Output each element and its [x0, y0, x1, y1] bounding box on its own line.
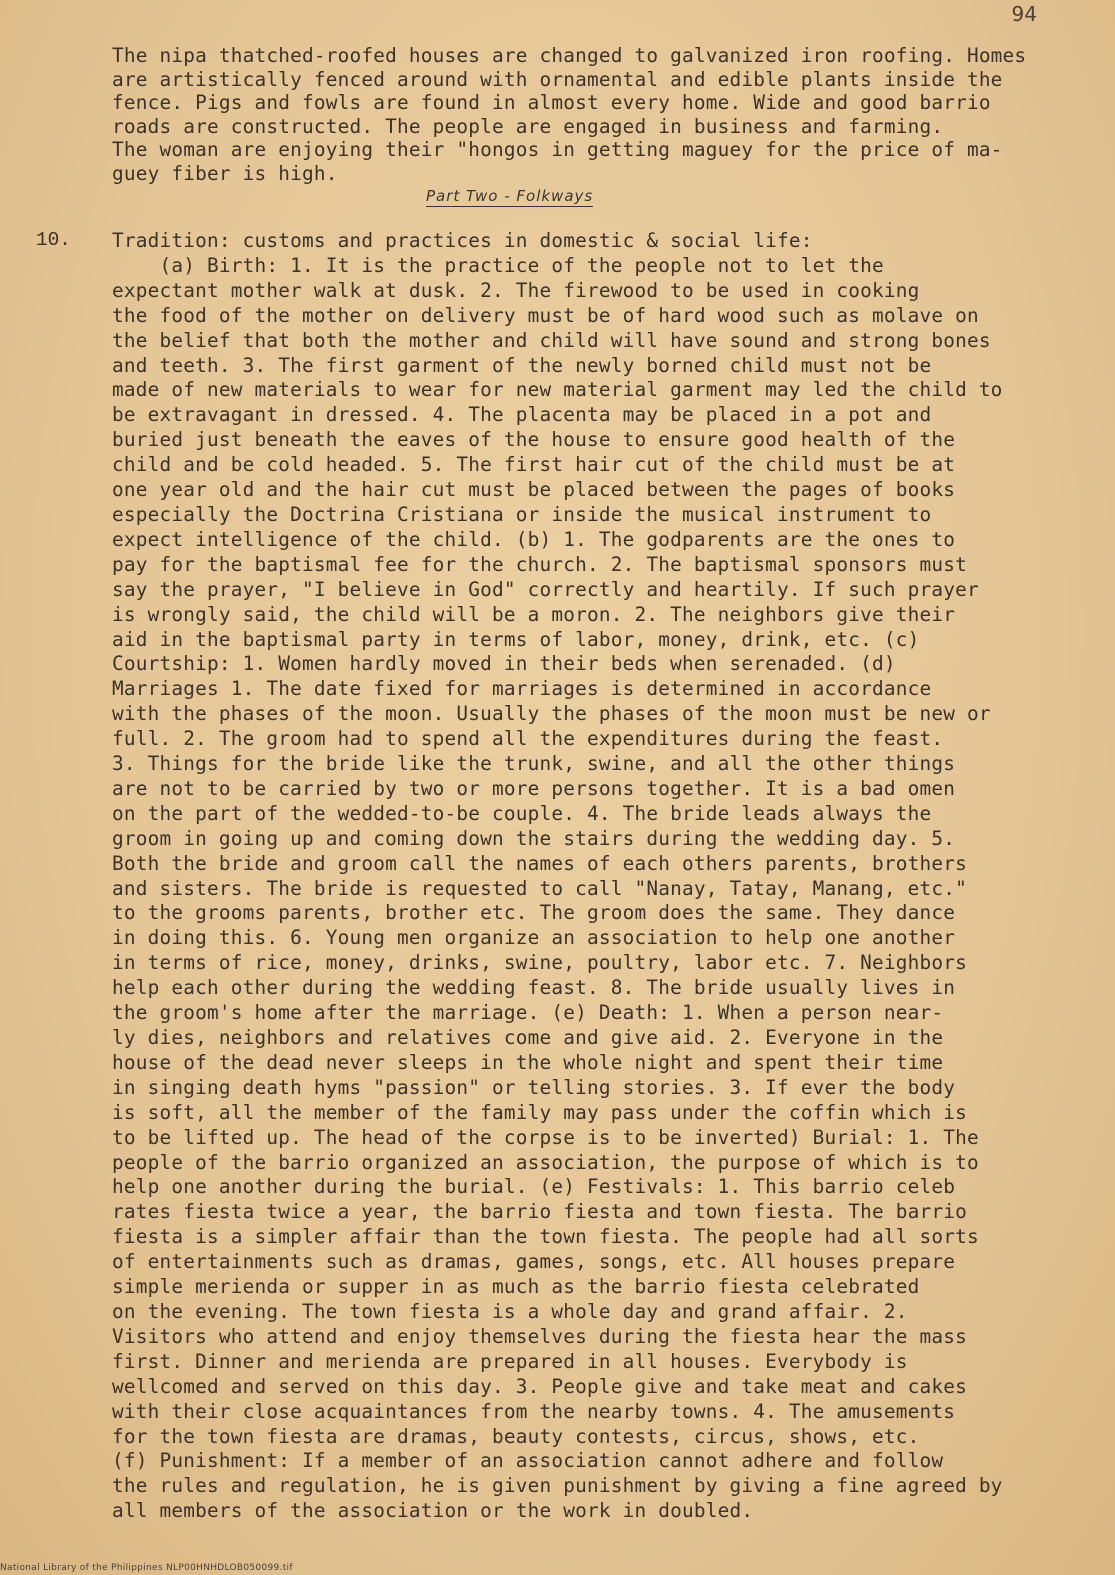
- page-number: 94: [1011, 2, 1037, 26]
- text-line: The nipa thatched-roofed houses are changed to galvanized iron roofing. Homes: [112, 44, 1027, 67]
- text-line: people of the barrio organized an association, the purpose of which is to: [112, 1150, 979, 1174]
- text-line: child and be cold headed. 5. The first hair cut of the child must be at: [112, 453, 956, 477]
- text-line: simple merienda or supper in as much as the barrio fiesta celebrated: [112, 1275, 920, 1299]
- text-line: fence. Pigs and fowls are found in almost every home. Wide and good barrio: [112, 91, 991, 114]
- text-line: Visitors who attend and enjoy themselves during the fiesta hear the mass: [112, 1324, 967, 1348]
- text-line: are not to be carried by two or more persons together. It is a bad omen: [112, 776, 956, 800]
- text-line: Tradition: customs and practices in domestic & social life:: [112, 229, 813, 252]
- text-line: expect intelligence of the child. (b) 1. The godparents are the ones to: [112, 527, 956, 551]
- text-line: buried just beneath the eaves of the house to ensure good health of the: [112, 428, 956, 452]
- text-line: pay for the baptismal fee for the church. 2. The baptismal sponsors must: [112, 552, 967, 576]
- tradition-section: [112, 229, 1072, 1524]
- text-line: one year old and the hair cut must be placed between the pages of books: [112, 478, 956, 502]
- text-line: the groom's home after the marriage. (e) Death: 1. When a person near-: [112, 1001, 944, 1025]
- text-line: expectant mother walk at dusk. 2. The firewood to be used in cooking: [112, 278, 920, 302]
- text-line: full. 2. The groom had to spend all the expenditures during the feast.: [112, 727, 944, 751]
- text-line: on the part of the wedded-to-be couple. 4. The bride leads always the: [112, 801, 932, 825]
- text-line: guey fiber is high.: [112, 161, 338, 185]
- text-line: on the evening. The town fiesta is a whole day and grand affair. 2.: [112, 1299, 908, 1323]
- text-line: house of the dead never sleeps in the whole night and spent their time: [112, 1050, 944, 1074]
- text-line: in singing death hyms "passion" or telling stories. 3. If ever the body: [112, 1075, 956, 1099]
- intro-paragraph: [112, 44, 1072, 185]
- section-number: 10.: [36, 229, 71, 251]
- text-line: especially the Doctrina Cristiana or inside the musical instrument to: [112, 502, 932, 526]
- text-line: roads are constructed. The people are engaged in business and farming.: [112, 114, 944, 138]
- text-line: with the phases of the moon. Usually the phases of the moon must be new or: [112, 702, 991, 726]
- text-line: Both the bride and groom call the names of each others parents, brothers: [112, 851, 967, 875]
- text-line: and sisters. The bride is requested to call "Nanay, Tatay, Manang, etc.": [112, 876, 967, 900]
- text-line: with their close acquaintances from the nearby towns. 4. The amusements: [112, 1399, 956, 1423]
- text-line: help one another during the burial. (e) Festivals: 1. This barrio celeb: [112, 1175, 956, 1199]
- text-line: to be lifted up. The head of the corpse is to be inverted) Burial: 1. The: [112, 1125, 979, 1149]
- text-line: the rules and regulation, he is given punishment by giving a fine agreed by: [112, 1474, 1003, 1498]
- text-line: 3. Things for the bride like the trunk, swine, and all the other things: [112, 752, 956, 776]
- text-line: the food of the mother on delivery must be of hard wood such as molave on: [112, 303, 979, 327]
- text-line: all members of the association or the work in doubled.: [112, 1499, 754, 1523]
- text-line: (f) Punishment: If a member of an association cannot adhere and follow: [112, 1449, 944, 1473]
- text-line: Marriages 1. The date fixed for marriages is determined in accordance: [112, 677, 932, 701]
- text-line: Courtship: 1. Women hardly moved in their beds when serenaded. (d): [112, 652, 896, 676]
- part-heading: Part Two - Folkways: [426, 187, 594, 205]
- text-line: for the town fiesta are dramas, beauty contests, circus, shows, etc.: [112, 1424, 920, 1448]
- text-line: wellcomed and served on this day. 3. People give and take meat and cakes: [112, 1374, 967, 1398]
- text-line: is wrongly said, the child will be a moron. 2. The neighbors give their: [112, 602, 956, 626]
- text-line: made of new materials to wear for new material garment may led the child to: [112, 378, 1003, 402]
- text-line: in doing this. 6. Young men organize an association to help one another: [112, 926, 956, 950]
- text-line: help each other during the wedding feast. 8. The bride usually lives in: [112, 976, 956, 1000]
- text-line: of entertainments such as dramas, games, songs, etc. All houses prepare: [112, 1250, 956, 1274]
- text-line: be extravagant in dressed. 4. The placenta may be placed in a pot and: [112, 403, 932, 427]
- text-line: The woman are enjoying their "hongos in getting maguey for the price of ma-: [112, 138, 1003, 161]
- text-line: aid in the baptismal party in terms of labor, money, drink, etc. (c): [112, 627, 920, 651]
- text-line: to the grooms parents, brother etc. The groom does the same. They dance: [112, 901, 956, 925]
- scan-footer: National Library of the Philippines NLP00HNHDLOB050099.tif: [0, 1563, 293, 1573]
- text-line: in terms of rice, money, drinks, swine, poultry, labor etc. 7. Neighbors: [112, 951, 967, 975]
- text-line: (a) Birth: 1. It is the practice of the people not to let the: [112, 253, 884, 277]
- text-line: groom in going up and coming down the stairs during the wedding day. 5.: [112, 826, 956, 850]
- text-line: first. Dinner and merienda are prepared in all houses. Everybody is: [112, 1349, 908, 1373]
- text-line: rates fiesta twice a year, the barrio fiesta and town fiesta. The barrio: [112, 1200, 967, 1224]
- text-line: and teeth. 3. The first garment of the newly borned child must not be: [112, 353, 932, 377]
- text-line: fiesta is a simpler affair than the town fiesta. The people had all sorts: [112, 1225, 979, 1249]
- text-line: are artistically fenced around with ornamental and edible plants inside the: [112, 67, 1003, 91]
- text-line: is soft, all the member of the family may pass under the coffin which is: [112, 1100, 967, 1124]
- text-line: say the prayer, "I believe in God" correctly and heartily. If such prayer: [112, 577, 979, 601]
- text-line: the belief that both the mother and child will have sound and strong bones: [112, 328, 991, 352]
- text-line: ly dies, neighbors and relatives come and give aid. 2. Everyone in the: [112, 1026, 944, 1049]
